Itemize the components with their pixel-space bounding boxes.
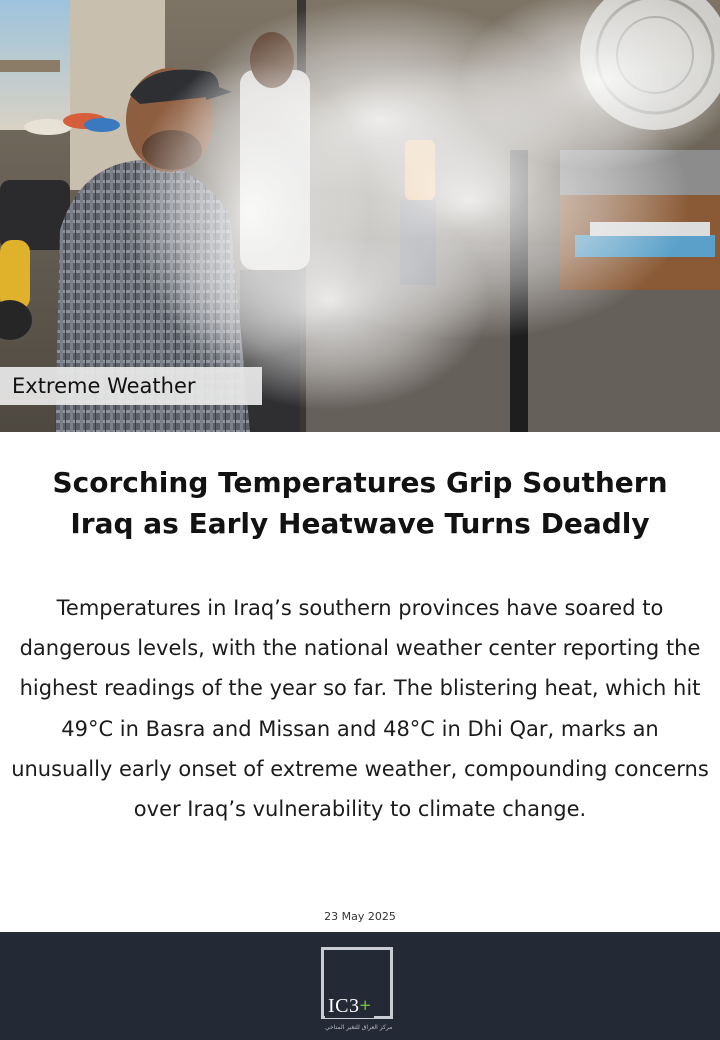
logo-text: IC3 bbox=[328, 995, 360, 1017]
article-summary: Temperatures in Iraq’s southern provinces have soared to dangerous levels, with the national weather center reporting the highest readings of the year so far. The blistering heat, which hit 49°C in Basra and Missan and 48°C in Dhi Qar, marks an unusually early onset of extreme weather, compounding concerns over Iraq’s vulnerability to climate change. bbox=[11, 596, 709, 822]
publish-date: 23 May 2025 bbox=[324, 910, 396, 923]
logo-subtitle: مركز العراق للتغير المناخي bbox=[325, 1024, 393, 1031]
footer-bar bbox=[0, 932, 720, 1040]
category-tag[interactable]: Extreme Weather bbox=[0, 367, 262, 405]
hero-image bbox=[0, 0, 720, 432]
plus-icon: + bbox=[359, 995, 372, 1017]
logo-wordmark bbox=[325, 995, 374, 1018]
ic3-logo[interactable] bbox=[321, 947, 399, 1033]
article-title: Scorching Temperatures Grip Southern Iraq as Early Heatwave Turns Deadly bbox=[52, 466, 668, 540]
